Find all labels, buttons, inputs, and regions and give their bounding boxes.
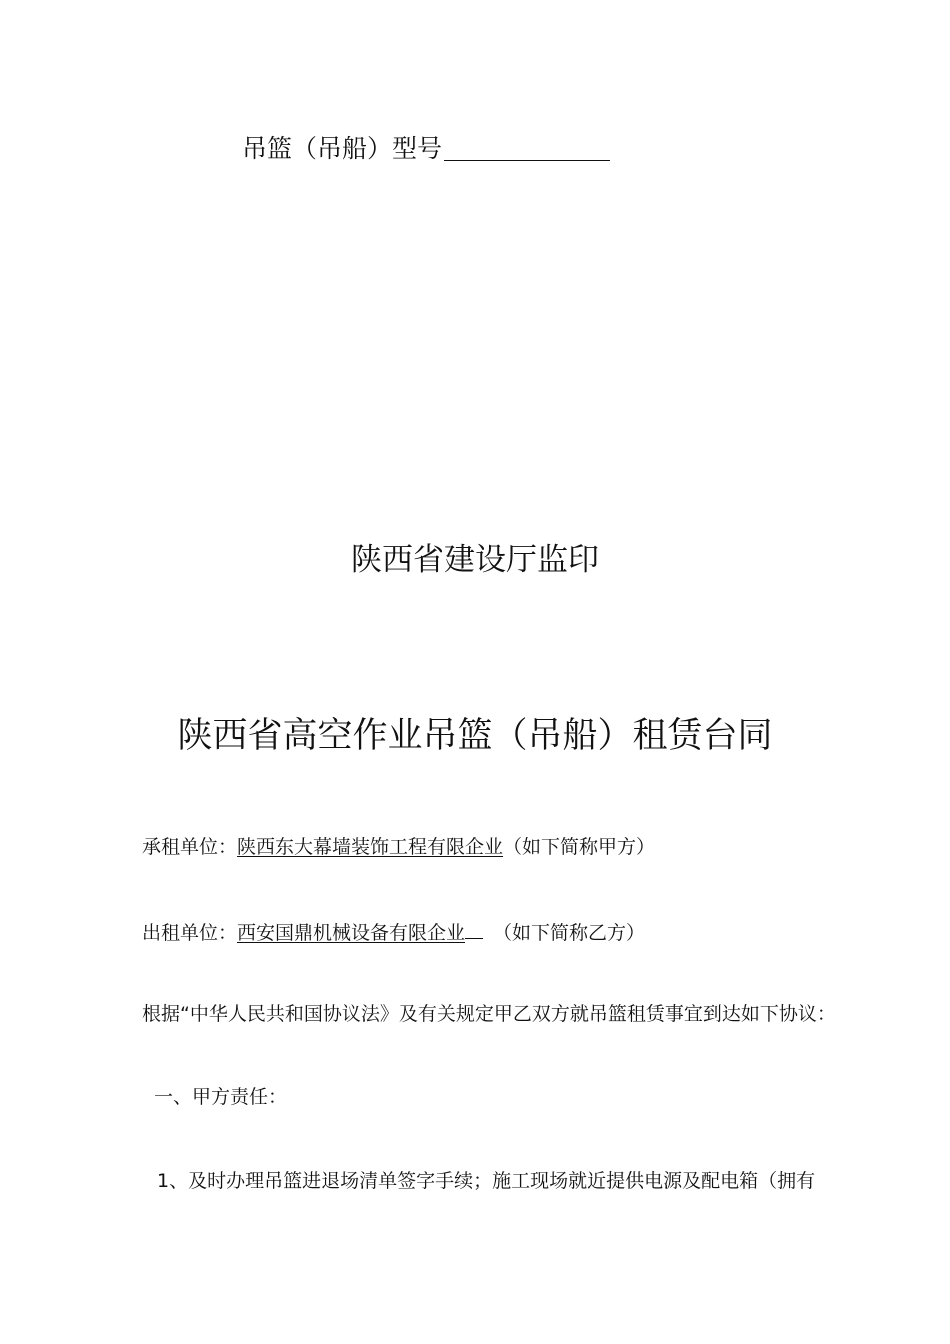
lessee-suffix: （如下简称甲方） bbox=[503, 836, 656, 858]
supervisor-stamp-text: 陕西省建设厅监印 bbox=[351, 542, 599, 578]
contract-title: 陕西省高空作业吊篮（吊船）租赁台同 bbox=[177, 716, 773, 756]
section-one-heading: 一、甲方责任： bbox=[154, 1086, 288, 1108]
lessor-label: 出租单位： bbox=[142, 922, 238, 944]
model-number-line bbox=[242, 136, 610, 161]
lessor-name: 西安国鼎机械设备有限企业 bbox=[237, 922, 466, 944]
lessor-suffix: （如下简称乙方） bbox=[493, 922, 646, 944]
lessor-line bbox=[142, 921, 645, 943]
basis-paragraph: 根据“中华人民共和国协议法》及有关规定甲乙双方就吊篮租赁事宜到达如下协议： bbox=[142, 1003, 836, 1025]
item-one-text: 1、及时办理吊篮进退场清单签字手续；施工现场就近提供电源及配电箱（拥有 bbox=[157, 1170, 816, 1192]
lessor-underline-pad bbox=[465, 921, 483, 939]
lessee-name: 陕西东大幕墙装饰工程有限企业 bbox=[237, 836, 504, 858]
model-number-blank bbox=[444, 136, 610, 161]
lessee-label: 承租单位： bbox=[142, 836, 238, 858]
model-number-label: 吊篮（吊船）型号 bbox=[242, 134, 443, 163]
lessee-line bbox=[142, 838, 655, 857]
